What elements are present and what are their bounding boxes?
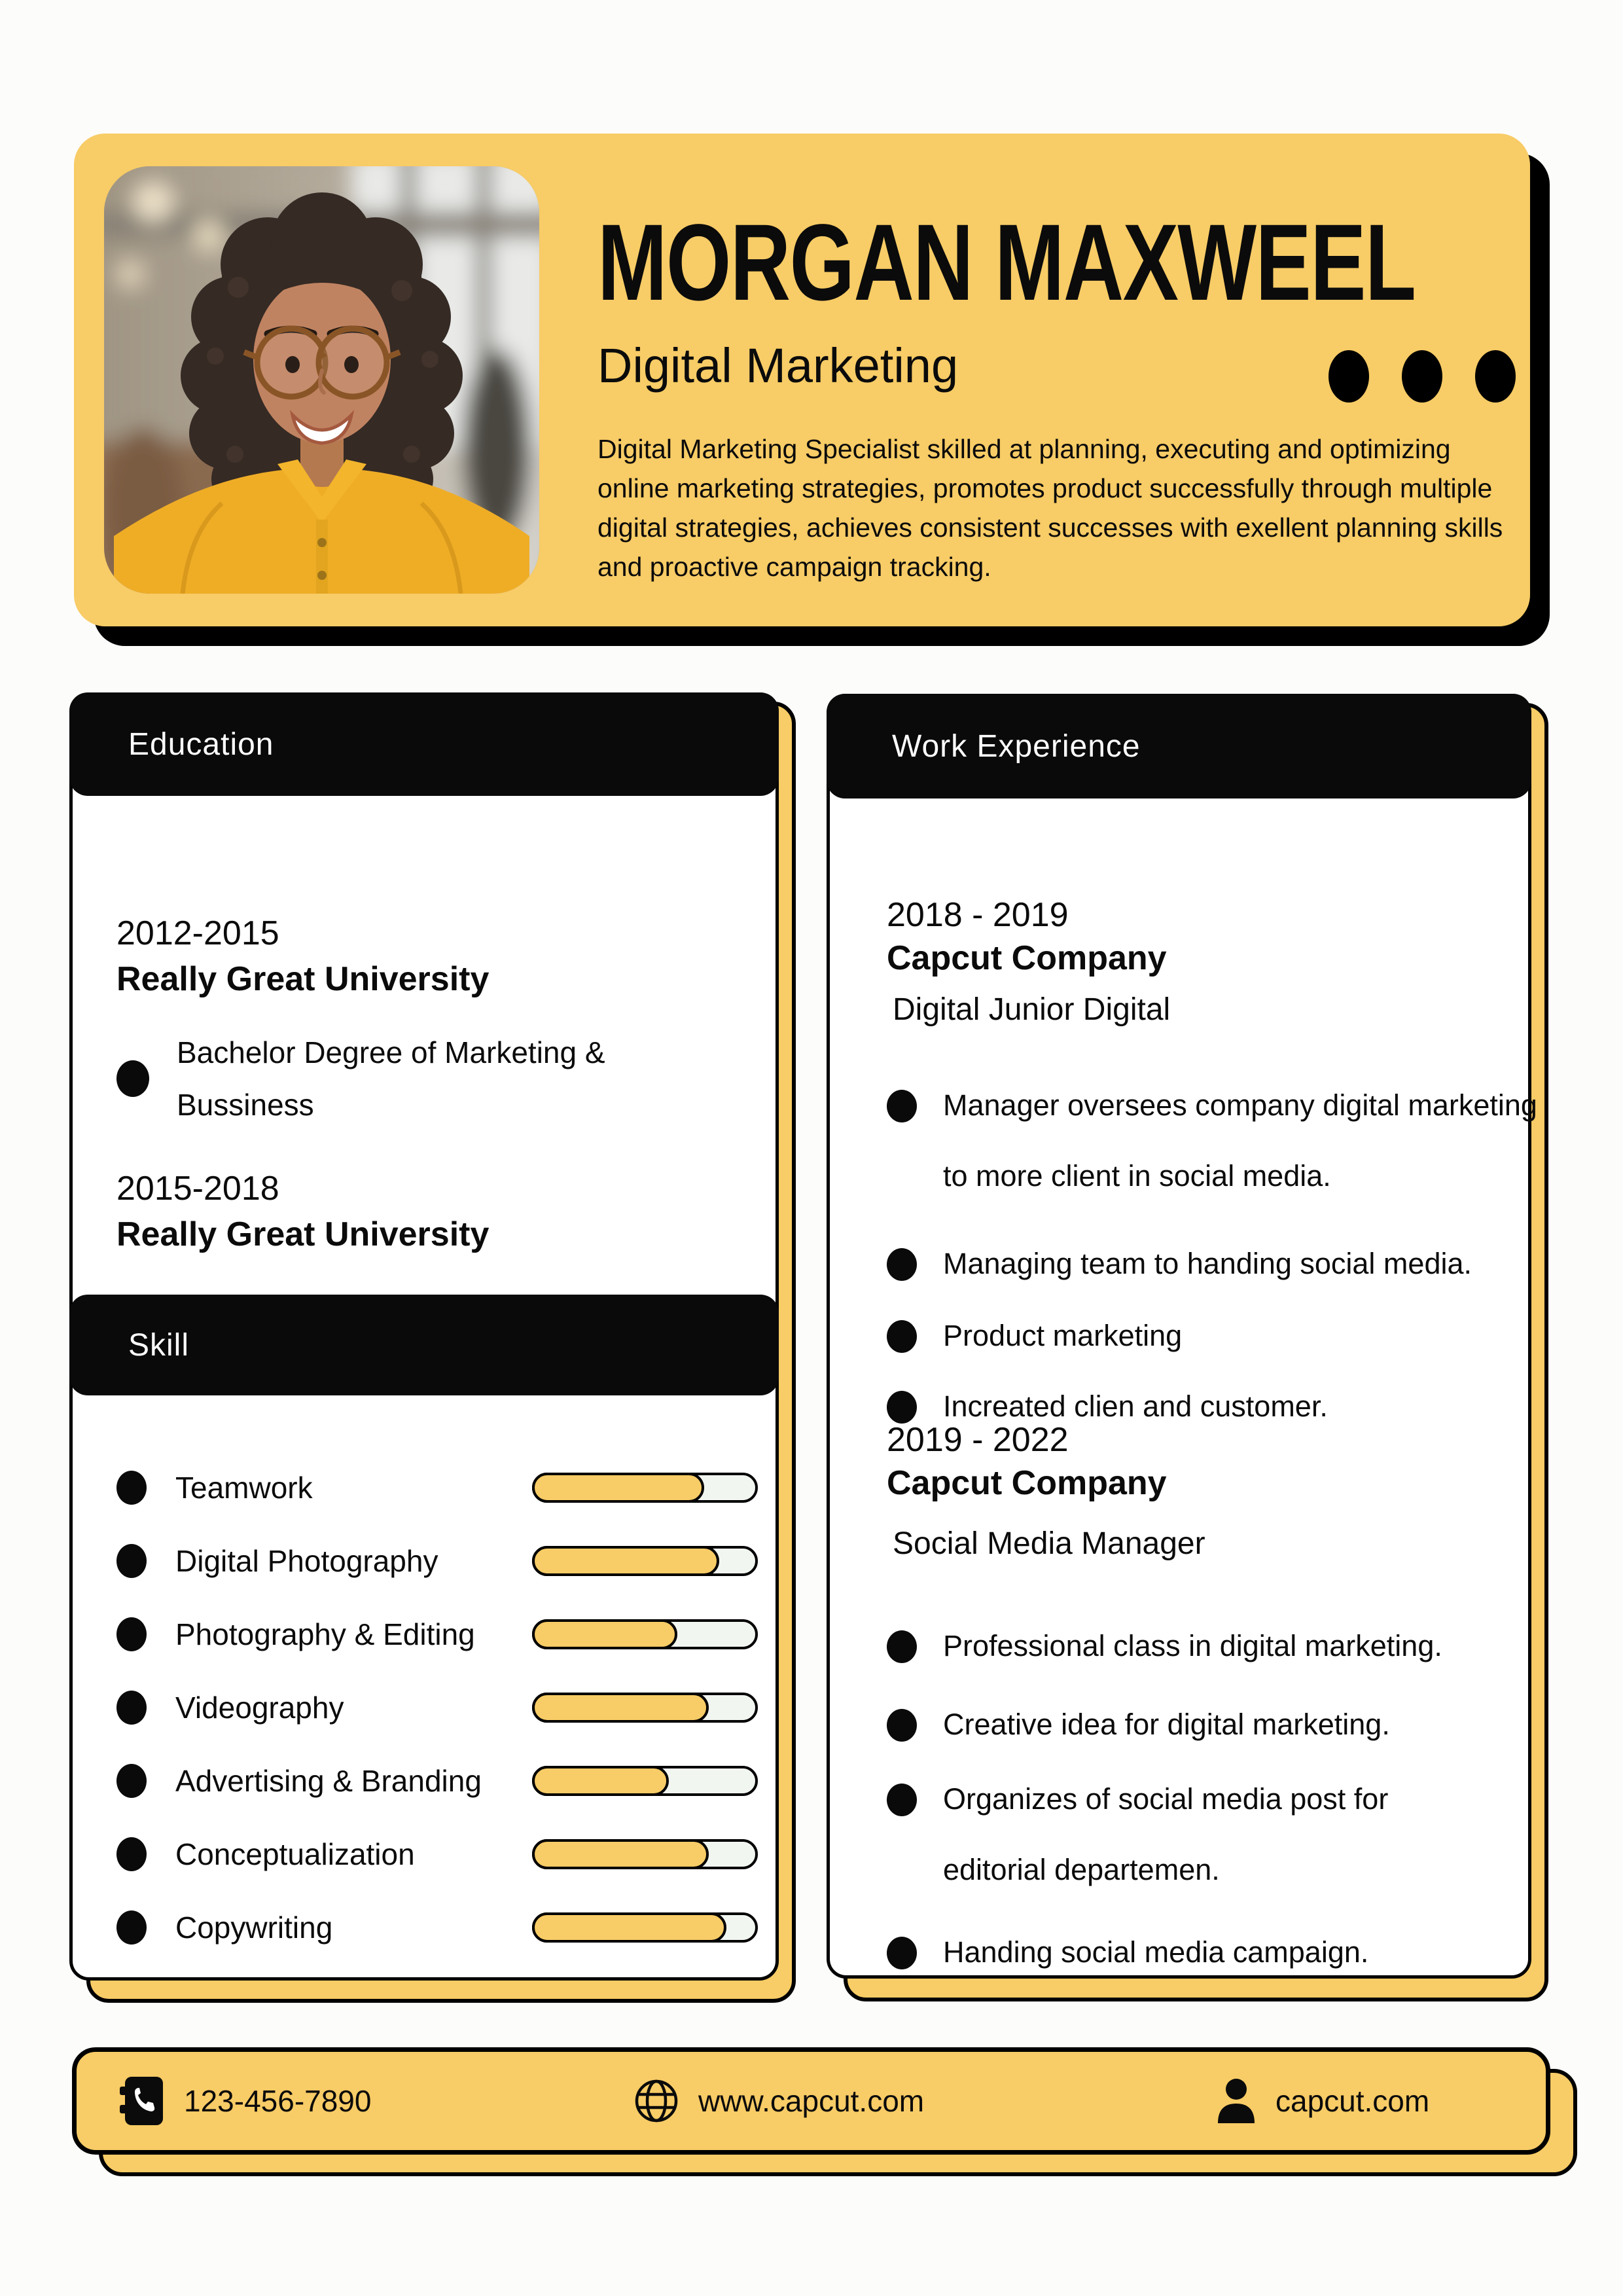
bullet-dot-icon: [116, 1691, 147, 1725]
job-bullet: [887, 1070, 1545, 1211]
skill-bar-track: [532, 1693, 758, 1723]
skill-row: [116, 1541, 758, 1581]
bullet-dot-icon: [116, 1060, 149, 1097]
phone-icon: [117, 2075, 166, 2127]
skill-label: Photography & Editing: [175, 1617, 475, 1651]
skill-bar-track: [532, 1912, 758, 1943]
education-period: 2012-2015: [116, 914, 279, 952]
education-degree-row: [116, 1026, 687, 1131]
decor-dots: [1329, 350, 1516, 403]
contact-user: [1215, 2052, 1429, 2150]
education-school: Really Great University: [116, 960, 490, 998]
education-entry: [116, 910, 489, 1002]
education-entry: [116, 1166, 489, 1257]
skill-label: Digital Photography: [175, 1544, 438, 1578]
bullet-dot-icon: [887, 1248, 917, 1281]
contact-website: [633, 2052, 924, 2150]
work-experience-heading: Work Experience: [892, 728, 1141, 764]
bullet-dot-icon: [887, 1937, 917, 1969]
job-bullet-text: Manager oversees company digital marketing to more client in social media.: [943, 1088, 1537, 1193]
skill-row: [116, 1615, 758, 1654]
skill-bar-track: [532, 1619, 758, 1649]
education-skill-card: [69, 692, 779, 1981]
skill-label: Advertising & Branding: [175, 1764, 482, 1798]
header-card: [74, 134, 1530, 626]
profile-photo: [104, 166, 539, 594]
phone-number: 123-456-7890: [184, 2084, 372, 2118]
person-icon: [1215, 2077, 1257, 2125]
skill-bar-fill: [532, 1546, 719, 1576]
job-period: 2019 - 2022: [887, 1421, 1069, 1459]
skill-label: Conceptualization: [175, 1837, 415, 1871]
skill-label: Teamwork: [175, 1471, 313, 1505]
job-bullet-text: Product marketing: [943, 1319, 1183, 1352]
bullet-dot-icon: [887, 1090, 917, 1122]
education-degree: Bachelor Degree of Marketing & Bussiness: [177, 1035, 605, 1122]
job-bullet-text: Handing social media campaign.: [943, 1935, 1369, 1969]
skill-bar-fill: [532, 1839, 709, 1869]
globe-icon: [633, 2077, 680, 2125]
bullet-dot-icon: [887, 1709, 917, 1742]
skill-bar-fill: [532, 1693, 709, 1723]
work-experience-card: [827, 694, 1537, 1979]
skill-label: Copywriting: [175, 1910, 333, 1945]
job-company: Capcut Company: [887, 1464, 1167, 1502]
bullet-dot-icon: [116, 1910, 147, 1945]
bullet-dot-icon: [116, 1764, 147, 1798]
skill-bar-track: [532, 1473, 758, 1503]
job-period: 2018 - 2019: [887, 896, 1069, 934]
job-bullet: [887, 1689, 1545, 1760]
job-bullet-text: Managing team to handing social media.: [943, 1247, 1472, 1280]
job-bullet: [887, 1611, 1545, 1681]
bullet-dot-icon: [887, 1784, 917, 1816]
bullet-dot-icon: [887, 1630, 917, 1663]
decor-dot-icon: [1475, 350, 1516, 403]
website-url: www.capcut.com: [698, 2084, 925, 2118]
skill-bar-fill: [532, 1619, 677, 1649]
job-bullet: [887, 1300, 1545, 1371]
job-bullet-text: Creative idea for digital marketing.: [943, 1708, 1390, 1741]
skill-row: [116, 1835, 758, 1874]
skill-row: [116, 1761, 758, 1801]
skill-heading: Skill: [128, 1327, 190, 1363]
bullet-dot-icon: [116, 1544, 147, 1578]
user-handle: capcut.com: [1275, 2084, 1430, 2118]
job-bullet-text: Increated clien and customer.: [943, 1390, 1328, 1423]
skill-section-header: [69, 1295, 779, 1395]
bullet-dot-icon: [116, 1471, 147, 1505]
bullet-dot-icon: [116, 1617, 147, 1651]
job-bullet-text: Organizes of social media post for editorial departemen.: [943, 1782, 1389, 1886]
skill-bar-fill: [532, 1766, 669, 1796]
skill-bar-track: [532, 1546, 758, 1576]
person-name: MORGAN MAXWEEL: [597, 202, 1416, 323]
education-section-header: [69, 692, 779, 796]
person-title: Digital Marketing: [597, 338, 959, 393]
job-bullet: [887, 1917, 1545, 1988]
job-header: [887, 893, 1167, 980]
job-bullet-text: Professional class in digital marketing.: [943, 1629, 1442, 1662]
skill-bar-fill: [532, 1473, 704, 1503]
education-school: Really Great University: [116, 1215, 490, 1253]
skill-bar-track: [532, 1766, 758, 1796]
profile-summary: Digital Marketing Specialist skilled at planning, executing and optimizing online marketing strategies, promotes product successfully through multiple digital strategies, achieves consistent successes with exellent planning skills and proactive campaign tracking.: [597, 434, 1503, 582]
skill-row: [116, 1688, 758, 1727]
job-bullet: [887, 1764, 1493, 1905]
decor-dot-icon: [1329, 350, 1369, 403]
profile-photo-illustration: [104, 166, 539, 594]
education-period: 2015-2018: [116, 1170, 279, 1208]
work-experience-section-header: [827, 694, 1531, 798]
footer-contact-bar: [72, 2047, 1550, 2155]
job-company: Capcut Company: [887, 939, 1167, 977]
job-role: Digital Junior Digital: [893, 992, 1171, 1027]
job-header: [887, 1418, 1167, 1505]
skill-label: Videography: [175, 1691, 344, 1725]
skill-bar-fill: [532, 1912, 726, 1943]
bullet-dot-icon: [116, 1837, 147, 1871]
skill-bar-track: [532, 1839, 758, 1869]
education-heading: Education: [128, 726, 274, 762]
job-bullet: [887, 1229, 1545, 1299]
decor-dot-icon: [1402, 350, 1442, 403]
bullet-dot-icon: [887, 1320, 917, 1353]
skill-row: [116, 1908, 758, 1947]
job-role: Social Media Manager: [893, 1526, 1205, 1561]
contact-phone: [117, 2052, 371, 2150]
skill-row: [116, 1468, 758, 1507]
